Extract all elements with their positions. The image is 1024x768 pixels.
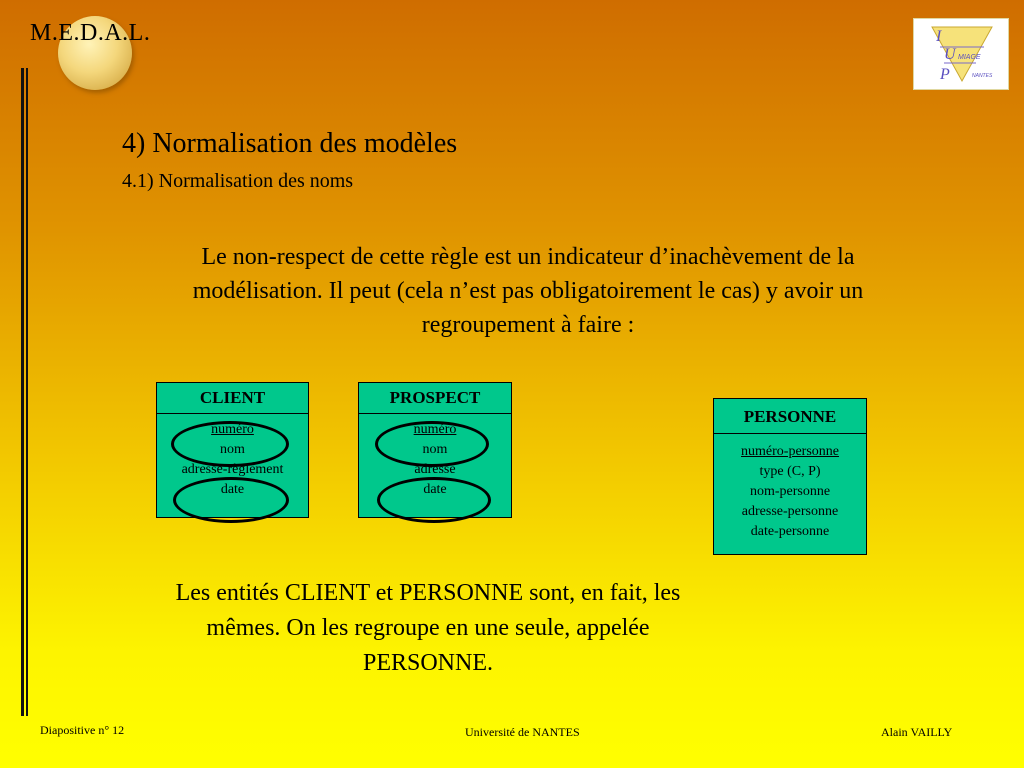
entity-personne-attr-id: numéro-personne (741, 444, 839, 459)
conclusion-text: Les entités CLIENT et PERSONNE sont, en fait, les mêmes. On les regroupe en une seule, appelée PERSONNE. (175, 580, 681, 676)
footer-author: Alain VAILLY (881, 725, 953, 739)
footer-slide-number: Diapositive n° 12 (40, 723, 125, 737)
entity-prospect-name: PROSPECT (359, 383, 511, 414)
entity-personne-attr: date-personne (750, 524, 830, 539)
logo-letter-p: P (940, 66, 950, 83)
entity-client-name: CLIENT (157, 383, 308, 414)
highlight-ellipse-prospect-bottom (377, 477, 491, 523)
entity-personne-attr: nom-personne (749, 484, 831, 499)
entity-prospect-attr-id: numéro (413, 422, 457, 437)
entity-personne (713, 398, 867, 555)
highlight-ellipse-client-bottom (173, 477, 289, 523)
entity-client-attr: nom (220, 442, 245, 457)
entity-client-attr: adresse-règlement (181, 462, 284, 477)
entity-client-attr: date (220, 482, 245, 497)
logo-text-nantes: NANTES (972, 73, 993, 79)
entity-personne-attr: type (C, P) (759, 464, 821, 479)
entity-prospect-attr: date (423, 482, 447, 497)
iup-logo (913, 18, 1009, 90)
logo-letter-u: U (944, 46, 956, 63)
entity-personne-name: PERSONNE (714, 399, 866, 434)
entity-personne-attr: adresse-personne (741, 504, 839, 519)
brand-title: M.E.D.A.L. (30, 20, 151, 46)
left-decorative-bar-1 (21, 68, 24, 716)
page-title: 4) Normalisation des modèles (122, 128, 458, 159)
entity-client-attr-id: numéro (211, 422, 254, 437)
footer-university: Université de NANTES (465, 725, 580, 739)
highlight-ellipse-prospect-top (375, 421, 489, 467)
entity-prospect-attr: adresse (414, 462, 456, 477)
logo-text-miage: MIAGE (958, 54, 981, 61)
highlight-ellipse-client-top (171, 421, 289, 467)
intro-paragraph: Le non-respect de cette règle est un indicateur d’inachèvement de la modélisation. Il peut (cela n’est pas obligatoirement le cas) y avoir un regroupement à faire : (192, 244, 864, 338)
page-subtitle: 4.1) Normalisation des noms (122, 170, 354, 192)
logo-letter-i: I (936, 28, 942, 45)
left-decorative-bar-2 (26, 68, 28, 716)
entity-prospect-attr: nom (422, 442, 448, 457)
